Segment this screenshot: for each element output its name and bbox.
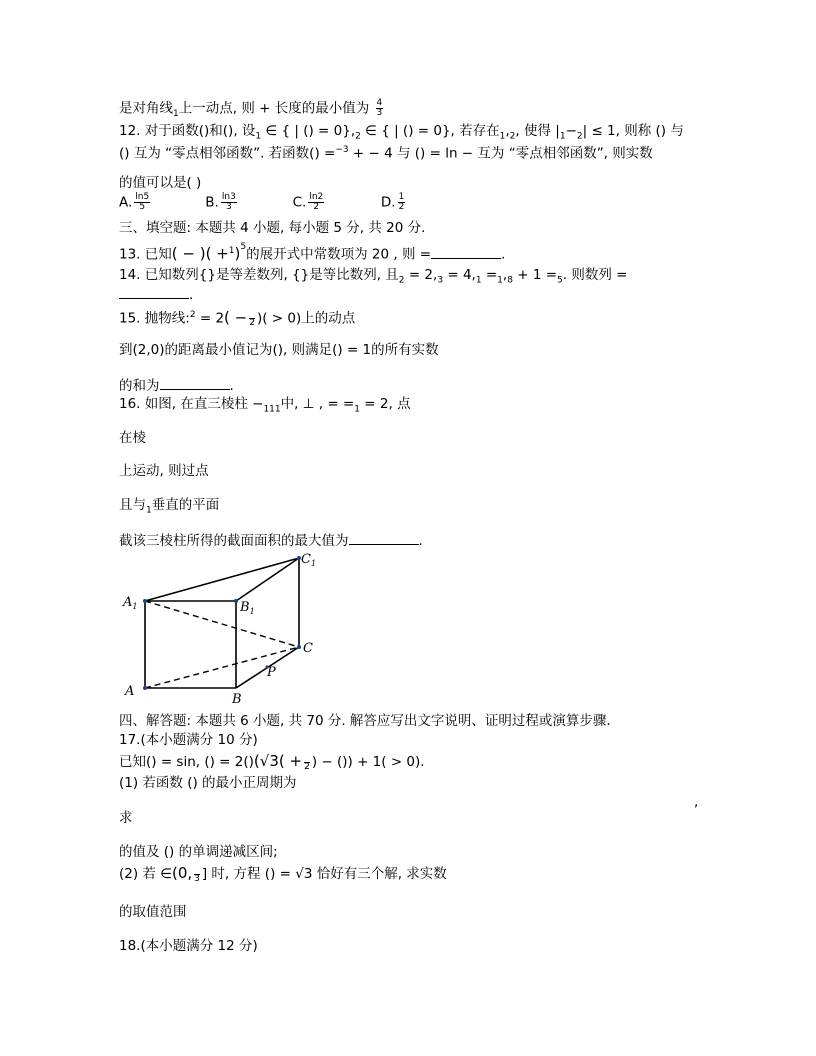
label-b: B [232,692,242,707]
q17-heading [119,731,258,749]
q17-part-1b [119,843,278,861]
text: = 2, 点 [360,396,411,412]
denominator: 3 [225,202,232,212]
subscript: 1 [559,131,566,142]
text: − [565,123,577,139]
vertex-c [297,645,301,649]
option-label: C. [292,194,307,211]
text: ) [234,244,241,263]
text: 的值及 () 的单调递减区间; [119,844,278,860]
text: 13. 已知 [119,246,172,263]
subscript: 111 [263,404,281,415]
fraction [398,193,406,212]
q15-line-3 [119,375,234,395]
text: = 2, [404,267,438,283]
text: + 1 = [512,267,558,283]
q16-line-3 [119,462,209,480]
subscript: 1 [146,505,152,516]
text: 的值可以是( ) [119,175,202,191]
label-p: P [267,665,276,680]
edge-b1-c1 [236,558,299,601]
numerator [194,865,200,875]
denominator: 2 [398,202,405,212]
text: 16. 如图, 在直三棱柱 − [119,396,264,412]
text: ∈ { | () = 0}, 若存在 [365,123,500,139]
fraction [194,865,200,884]
q17-line-1 [119,752,425,772]
q17-part-2c [119,903,187,921]
text: 且与 [119,497,146,513]
text: 三、填空题: 本题共 4 小题, 每小题 5 分, 共 20 分. [119,220,426,236]
numerator: ln5 [135,192,150,202]
q14-blank [119,284,193,304]
label-c1: $C_1$ [301,552,317,568]
text: ) − () [311,754,348,770]
option-a [119,193,201,212]
option-d [381,193,407,212]
fraction [308,193,324,212]
dashed-a-c [145,647,299,688]
text: = 4, [443,267,476,283]
answer-blank [160,375,230,390]
vertex-b1 [234,599,238,603]
subscript: 5 [557,275,563,286]
q16-line-5 [119,530,423,550]
text: 17.(本小题满分 10 分) [119,732,258,748]
text: ∈ { | () = 0}, [265,123,356,139]
fraction [304,753,310,772]
q12-options [119,193,407,212]
prism-figure [117,548,327,708]
numerator: ln2 [309,192,324,202]
subscript: 1 [499,131,506,142]
section-3-heading [119,219,425,237]
label-a1: $A_1$ [123,595,138,611]
label-b1: $B_1$ [240,600,255,616]
q17-part-1 [119,774,297,792]
q15-line-1 [119,306,355,328]
text: 15. 抛物线: [119,310,190,327]
option-label: D. [380,194,396,211]
dashed-a1-c [145,601,299,647]
text: . 则数列 = [562,267,628,283]
vertex-a1 [143,599,147,603]
vertex-a [143,686,147,690]
subscript: 8 [507,275,513,286]
text: . [229,378,234,394]
denominator: 5 [139,202,146,212]
option-c [293,193,377,212]
text: . [418,533,423,549]
stray-comma: , [694,794,699,810]
option-b [205,193,288,212]
section-4-heading [119,712,611,730]
fraction [376,99,384,118]
text: , [505,123,510,139]
edge-a1-c1 [145,558,299,601]
text: 是对角线 [119,100,173,117]
label-a: A [125,684,135,699]
q12-line-3 [119,174,201,192]
q17-qiu [119,809,133,827]
subscript: 1 [255,131,262,142]
numerator [304,753,310,763]
q12-line-2 [119,141,653,163]
text: . [189,287,194,303]
text: ) + 1( > 0). [347,754,425,770]
fraction [249,309,255,328]
text: + − 4 与 () = ln − 互为 “零点相邻函数”, 则实数 [348,145,653,162]
option-label: B. [205,194,219,211]
subscript: 1 [354,404,361,415]
text: )( > 0)上的动点 [256,310,356,327]
answer-blank [431,244,501,259]
denominator: 3 [194,873,200,884]
answer-blank [349,530,419,545]
text: 已知() = sin, () = 2() [119,754,254,770]
text: ( − [224,308,248,327]
text: (√3 [253,752,279,770]
text: = [481,267,498,283]
q16-line-2 [119,429,146,447]
q17-part-2 [119,864,447,884]
denominator: 2 [249,318,255,328]
text: 到(2,0)的距离最小值记为(), 则满足() = 1的所有实数 [119,342,439,358]
text: 垂直的平面 [151,497,220,513]
label-c: C [303,641,313,656]
text: . [501,246,506,263]
text: 在棱 [119,430,146,446]
fraction [221,193,237,212]
text: () 互为 “零点相邻函数”. 若函数() = [119,145,336,162]
text: 12. 对于函数()和(), 设 [119,123,256,139]
q14 [119,266,627,290]
text: 上一动点, 则 + 长度的最小值为 [178,100,370,117]
numerator: ln3 [221,192,236,202]
text: 的和为 [119,378,160,394]
text: , 使得 | [515,123,560,139]
superscript: −3 [335,145,349,155]
text: ( + [278,752,303,770]
text: 上运动, 则过点 [119,463,209,479]
denominator: 2 [313,202,320,212]
q18-heading [119,937,258,955]
subscript: 2 [355,131,361,142]
text: (1) 若函数 () 的最小正周期为 [119,775,297,791]
superscript: 5 [240,242,247,252]
subscript: 2 [576,131,583,142]
denominator: 2 [304,761,310,772]
text: 截该三棱柱所得的截面面积的最大值为 [119,533,349,549]
text: ] 时, 方程 () = √3 恰好有三个解, 求实数 [201,866,447,882]
answer-blank [119,284,189,299]
text: 的展开式中常数项为 20 , 则 = [246,246,432,263]
option-label: A. [119,194,133,211]
subscript: 1 [475,275,482,286]
text: 18.(本小题满分 12 分) [119,938,258,954]
numerator: 1 [398,192,405,202]
line-1 [119,99,385,123]
q16-line-4 [119,496,219,520]
subscript: 3 [437,275,444,286]
fraction [134,193,150,212]
subscript: 2 [509,131,516,142]
numerator: 4 [376,98,383,108]
text: 的取值范围 [119,904,187,920]
text: ( + [205,244,229,263]
text: (0, [171,864,193,882]
q15-line-2 [119,341,439,359]
text: , [502,267,508,283]
superscript: 2 [189,310,196,320]
text: 中, ⊥ , = = [280,396,355,412]
subscript: 1 [173,109,179,120]
text: 四、解答题: 本题共 6 小题, 共 70 分. 解答应写出文字说明、证明过程或演算步骤. [119,713,611,729]
text: 求 [119,810,133,826]
superscript: 1 [228,246,235,256]
text: (2) 若 ∈ [119,866,172,882]
text: 14. 已知数列{}是等差数列, {}是等比数列, 且 [119,267,399,283]
subscript: 1 [497,275,503,286]
subscript: 2 [398,275,405,286]
q16-line-1 [119,395,411,419]
text: = 2 [195,310,225,327]
text: | ≤ 1, 则称 () 与 [582,123,684,139]
q13 [119,242,505,264]
denominator: 3 [376,108,383,118]
text: ( − ) [171,244,206,263]
